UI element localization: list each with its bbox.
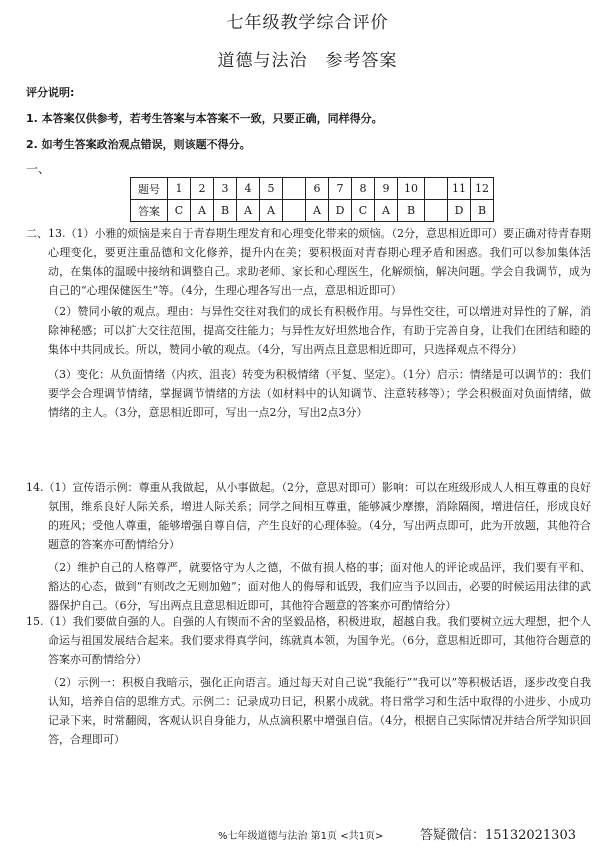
footer-contact: 答疑微信：15132021303 [420, 828, 576, 843]
q-answer: A [237, 200, 260, 222]
q-number: 10 [398, 178, 425, 200]
q-number: 7 [329, 178, 352, 200]
q-number: 2 [191, 178, 214, 200]
q-number: 11 [448, 178, 471, 200]
q-answer: A [375, 200, 398, 222]
q-number: 3 [214, 178, 237, 200]
page-footer [0, 824, 615, 844]
q-number: 12 [471, 178, 494, 200]
section-one-label: 一、 [26, 162, 51, 176]
scoring-note-1: 1. 本答案仅供参考，若考生答案与本答案不一致，只要正确，同样得分。 [26, 112, 383, 125]
q15-part2: （2）示例一：积极自我暗示，强化正向语言。通过每天对自己说“我能行”“我可以”等积极话语，逐步改变自我认知，培养自信的思维方式。示例二：记录成功日记，积累小成就。将日常学习和生活中取得的小进步、小成功记录下来，时常翻阅，客观认识自身能力，从点滴积累中增强自信。（4分，根据自己实际情况并结合所学知识回答，合理即可） [48, 676, 591, 746]
question-14-block [26, 478, 591, 615]
blank-cell [425, 200, 448, 222]
q-number: 6 [306, 178, 329, 200]
q13-part2: （2）赞同小敏的观点。理由：与异性交往对我们的成长有积极作用。与异性交往，可以增进对异性的了解，消除神秘感；可以扩大交往范围，提高交往能力；与异性友好坦然地合作，有助于完善自身，让我们在团结和睦的集体中共同成长。所以，赞同小敏的观点。（4分，写出两点且意思相近即可，只选择观点不得分） [48, 305, 591, 356]
q14-part1: 14.（1）宣传语示例：尊重从我做起，从小事做起。（2分，意思对即可）影响：可以在班级形成人人相互尊重的良好氛围，维系良好人际关系，增进人际关系；同学之间相互尊重，能够减少摩擦，消除隔阂，增进信任，形成良好的班风；受他人尊重，能够增强自尊自信，产生良好的心理体验。（4分，写出两点即可，此为开放题，其他符合题意的答案亦可酌情给分） [26, 481, 591, 551]
footer-page-info: %七年级道德与法治 第1页 <共1页> [218, 831, 384, 842]
q-number: 5 [260, 178, 283, 200]
question-13-block [26, 224, 591, 422]
q-answer: B [398, 200, 425, 222]
question-number-row [131, 178, 494, 200]
q-number: 9 [375, 178, 398, 200]
blank-cell [283, 178, 306, 200]
q-answer: D [448, 200, 471, 222]
blank-cell [283, 200, 306, 222]
q-answer: C [168, 200, 191, 222]
q-answer: B [471, 200, 494, 222]
page-title: 七年级教学综合评价 [226, 13, 389, 33]
row-label-answer: 答案 [131, 200, 168, 222]
q-answer: A [191, 200, 214, 222]
q-number: 1 [168, 178, 191, 200]
q-answer: C [352, 200, 375, 222]
answer-table [130, 177, 494, 222]
q-answer: A [260, 200, 283, 222]
question-15-block [26, 612, 591, 749]
q13-part3: （3）变化：从负面情绪（内疚、沮丧）转变为积极情绪（平复、坚定）。（1分）启示：情绪是可以调节的：我们要学会合理调节情绪，掌握调节情绪的方法（如材料中的认知调节、注意转移等）；学会积极面对负面情绪，做情绪的主人。（3分，意思相近即可，写出一点2分，写出2点3分） [48, 368, 591, 419]
q-answer: B [214, 200, 237, 222]
scoring-note-2: 2. 如考生答案政治观点错误，则该题不得分。 [26, 138, 251, 151]
q-answer: D [329, 200, 352, 222]
q15-part1: 15.（1）我们要做自强的人。自强的人有锲而不舍的坚毅品格，积极进取，超越自我。我们要树立远大理想，把个人命运与祖国发展结合起来。我们要求得真学问，练就真本领，为国争光。（6分，意思相近即可，其他符合题意的答案亦可酌情给分） [26, 615, 591, 666]
row-label-number: 题号 [131, 178, 168, 200]
q13-part1: 二、13.（1）小雅的烦恼是来自于青春期生理发育和心理变化带来的烦恼。（2分，意思相近即可）要正确对待青春期心理变化，要更注重品德和文化修养，提升内在美；要积极面对青春期心理矛盾和困惑。我们可以参加集体活动，在集体的温暖中接纳和调整自己。求助老师、家长和心理医生，化解烦恼，解决问题。学会自我调节，成为自己的“心理保健医生”等。（4分，生理心理各写出一点，意思相近即可） [26, 227, 591, 297]
answer-row [131, 200, 494, 222]
q-answer: A [306, 200, 329, 222]
page-subtitle: 道德与法治 参考答案 [217, 51, 398, 71]
q14-part2: （2）维护自己的人格尊严，就要恪守为人之德，不做有损人格的事；面对他人的评论或品评，我们要有平和、豁达的心态，做到“有则改之无则加勉”；面对他人的侮辱和诋毁，我们应当予以回击，必要的时候运用法律的武器保护自己。（6分，写出两点且意思相近即可，其他符合题意的答案亦可酌情给分） [48, 561, 591, 612]
q-number: 4 [237, 178, 260, 200]
scoring-notes-heading: 评分说明: [26, 86, 75, 99]
blank-cell [425, 178, 448, 200]
q-number: 8 [352, 178, 375, 200]
